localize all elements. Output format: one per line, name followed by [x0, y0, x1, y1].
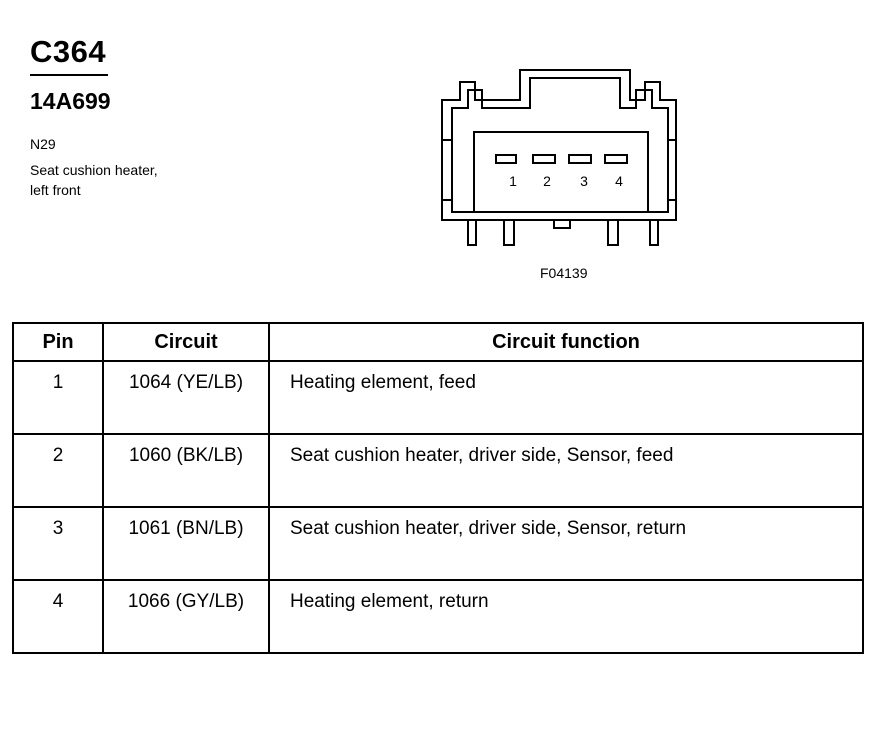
table-row: [13, 361, 863, 434]
pin-terminal-3: [569, 155, 591, 163]
housing-leg: [554, 220, 570, 228]
pin-table: [12, 322, 864, 654]
housing-leg: [504, 220, 514, 245]
circuit-cell: 1061 (BN/LB): [103, 507, 269, 580]
function-cell: Seat cushion heater, driver side, Sensor, return: [269, 507, 863, 580]
circuit-cell: 1066 (GY/LB): [103, 580, 269, 653]
pin-cell: 3: [13, 507, 103, 580]
connector-id: C364: [30, 34, 107, 69]
function-cell: Seat cushion heater, driver side, Sensor, feed: [269, 434, 863, 507]
pin-number-label: 1: [509, 173, 517, 189]
title-underline: [30, 74, 108, 76]
connector-face-diagram: [430, 60, 690, 260]
housing-leg: [650, 220, 658, 245]
part-number: 14A699: [30, 88, 111, 114]
cavity-outline: [474, 132, 648, 212]
pin-terminal-2: [533, 155, 555, 163]
description-line-2: left front: [30, 182, 81, 198]
description-line-1: Seat cushion heater,: [30, 162, 158, 178]
component-code: N29: [30, 136, 56, 152]
pin-number-label: 4: [615, 173, 623, 189]
pin-number-label: 2: [543, 173, 551, 189]
column-header-function: Circuit function: [269, 323, 863, 361]
component-description: [30, 160, 158, 200]
pin-terminal-4: [605, 155, 627, 163]
housing-inner-outline: [452, 78, 668, 212]
pin-number-label: 3: [580, 173, 588, 189]
figure-id: F04139: [540, 265, 588, 281]
pin-terminal-1: [496, 155, 516, 163]
table-row: [13, 434, 863, 507]
pin-cell: 2: [13, 434, 103, 507]
pin-cell: 4: [13, 580, 103, 653]
function-cell: Heating element, feed: [269, 361, 863, 434]
pin-cell: 1: [13, 361, 103, 434]
table-row: [13, 507, 863, 580]
column-header-pin: Pin: [13, 323, 103, 361]
housing-leg: [608, 220, 618, 245]
circuit-cell: 1060 (BK/LB): [103, 434, 269, 507]
table-row: [13, 580, 863, 653]
function-cell: Heating element, return: [269, 580, 863, 653]
housing-outer-outline: [442, 70, 676, 220]
table-header-row: [13, 323, 863, 361]
circuit-cell: 1064 (YE/LB): [103, 361, 269, 434]
column-header-circuit: Circuit: [103, 323, 269, 361]
housing-leg: [468, 220, 476, 245]
